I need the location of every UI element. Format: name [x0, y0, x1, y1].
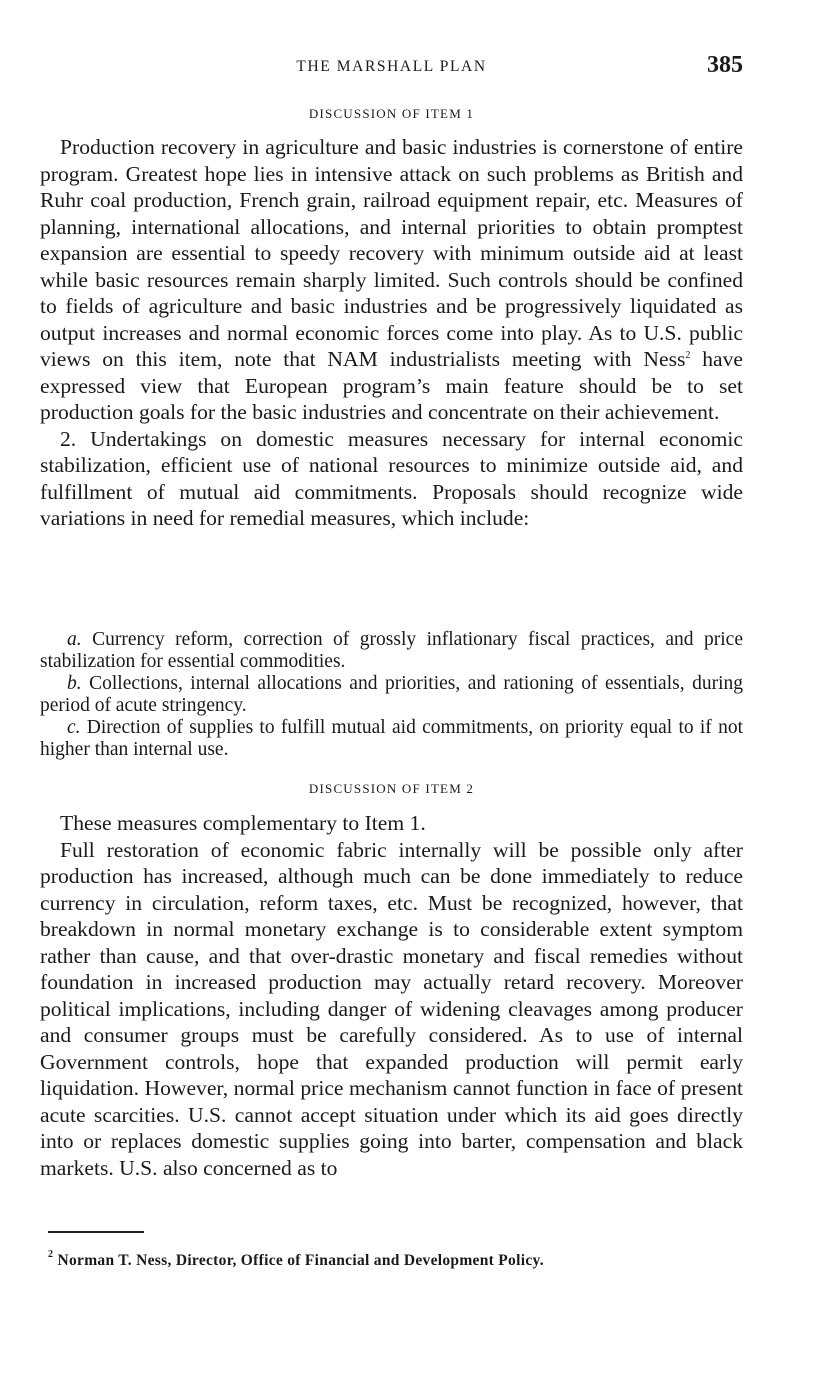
footnote-text: Norman T. Ness, Director, Office of Financial and Development Policy. [57, 1252, 544, 1269]
list-item-letter: b. [67, 673, 82, 694]
footnote-divider [48, 1231, 144, 1233]
page-number: 385 [707, 52, 743, 78]
paragraph-text: Production recovery in agriculture and basic industries is cornerstone of entire program. Greatest hope lies in intensive attack on such problems as British and Ruhr coal production, French grain, railroad equipment repair, etc. Measures of planning, international allocations, and internal priorities to obtain promptest expansion are essential to speedy recovery with minimum outside aid at least while basic resources remain sharply limited. Such controls should be confined to fields of agriculture and basic industries and be progressively liquidated as output increases and normal economic forces come into play. As to U.S. public views on this item, note that NAM industrialists meeting with Ness [40, 135, 743, 371]
remedial-measures-list [40, 629, 743, 761]
section-heading-item-1-wrapper [40, 106, 743, 122]
paragraph-full-restoration: Full restoration of economic fabric internally will be possible only after production has increased, although much can be done immediately to reduce currency in circulation, reform taxes, etc. Must be recognized, however, that breakdown in normal monetary exchange is to considerable extent symptom rather than cause, and that over-drastic monetary and fiscal remedies without foundation in increased production may actually retard recovery. Moreover political implications, including danger of widening cleavages among producer and consumer groups must be carefully considered. As to use of internal Government controls, hope that expanded production will permit early liquidation. However, normal price mechanism cannot function in face of present acute scarcities. U.S. cannot accept situation under which its aid goes directly into or replaces domestic supplies going into barter, compensation and black markets. U.S. also concerned as to [40, 837, 743, 1180]
paragraph-text: have expressed view that European program’s main feature should be to set production goals for the basic industries and concentrate on their achievement. [40, 347, 743, 424]
list-item [40, 673, 743, 717]
list-item [40, 629, 743, 673]
footnote-reference[interactable]: 2 [685, 350, 691, 361]
list-item-text: Collections, internal allocations and priorities, and rationing of essentials, during period of acute stringency. [40, 673, 743, 716]
section-1-body [40, 134, 743, 532]
list-item-text: Direction of supplies to fulfill mutual aid commitments, on priority equal to if not higher than internal use. [40, 717, 743, 760]
running-header [40, 52, 743, 82]
list-item-letter: a. [67, 629, 82, 650]
section-heading-item-1: DISCUSSION OF ITEM 1 [308, 106, 475, 121]
paragraph-undertakings: 2. Undertakings on domestic measures necessary for internal economic stabilization, efficient use of national resources to minimize outside aid, and fulfillment of mutual aid commitments. Proposals should recognize wide variations in need for remedial measures, which include: [40, 426, 743, 530]
section-heading-item-2-wrapper [40, 781, 743, 797]
paragraph-production-recovery [40, 134, 743, 426]
list-item-letter: c. [67, 717, 81, 738]
running-title: THE MARSHALL PLAN [296, 58, 487, 75]
footnote-marker: 2 [48, 1249, 54, 1260]
document-page [40, 0, 743, 1380]
footnote [48, 1249, 748, 1270]
section-heading-item-2: DISCUSSION OF ITEM 2 [308, 781, 475, 796]
section-2-body [40, 810, 743, 1181]
paragraph-complementary: These measures complementary to Item 1. [60, 811, 426, 835]
list-item-text: Currency reform, correction of grossly inflationary fiscal practices, and price stabilization for essential commodities. [40, 629, 743, 672]
list-item [40, 717, 743, 761]
